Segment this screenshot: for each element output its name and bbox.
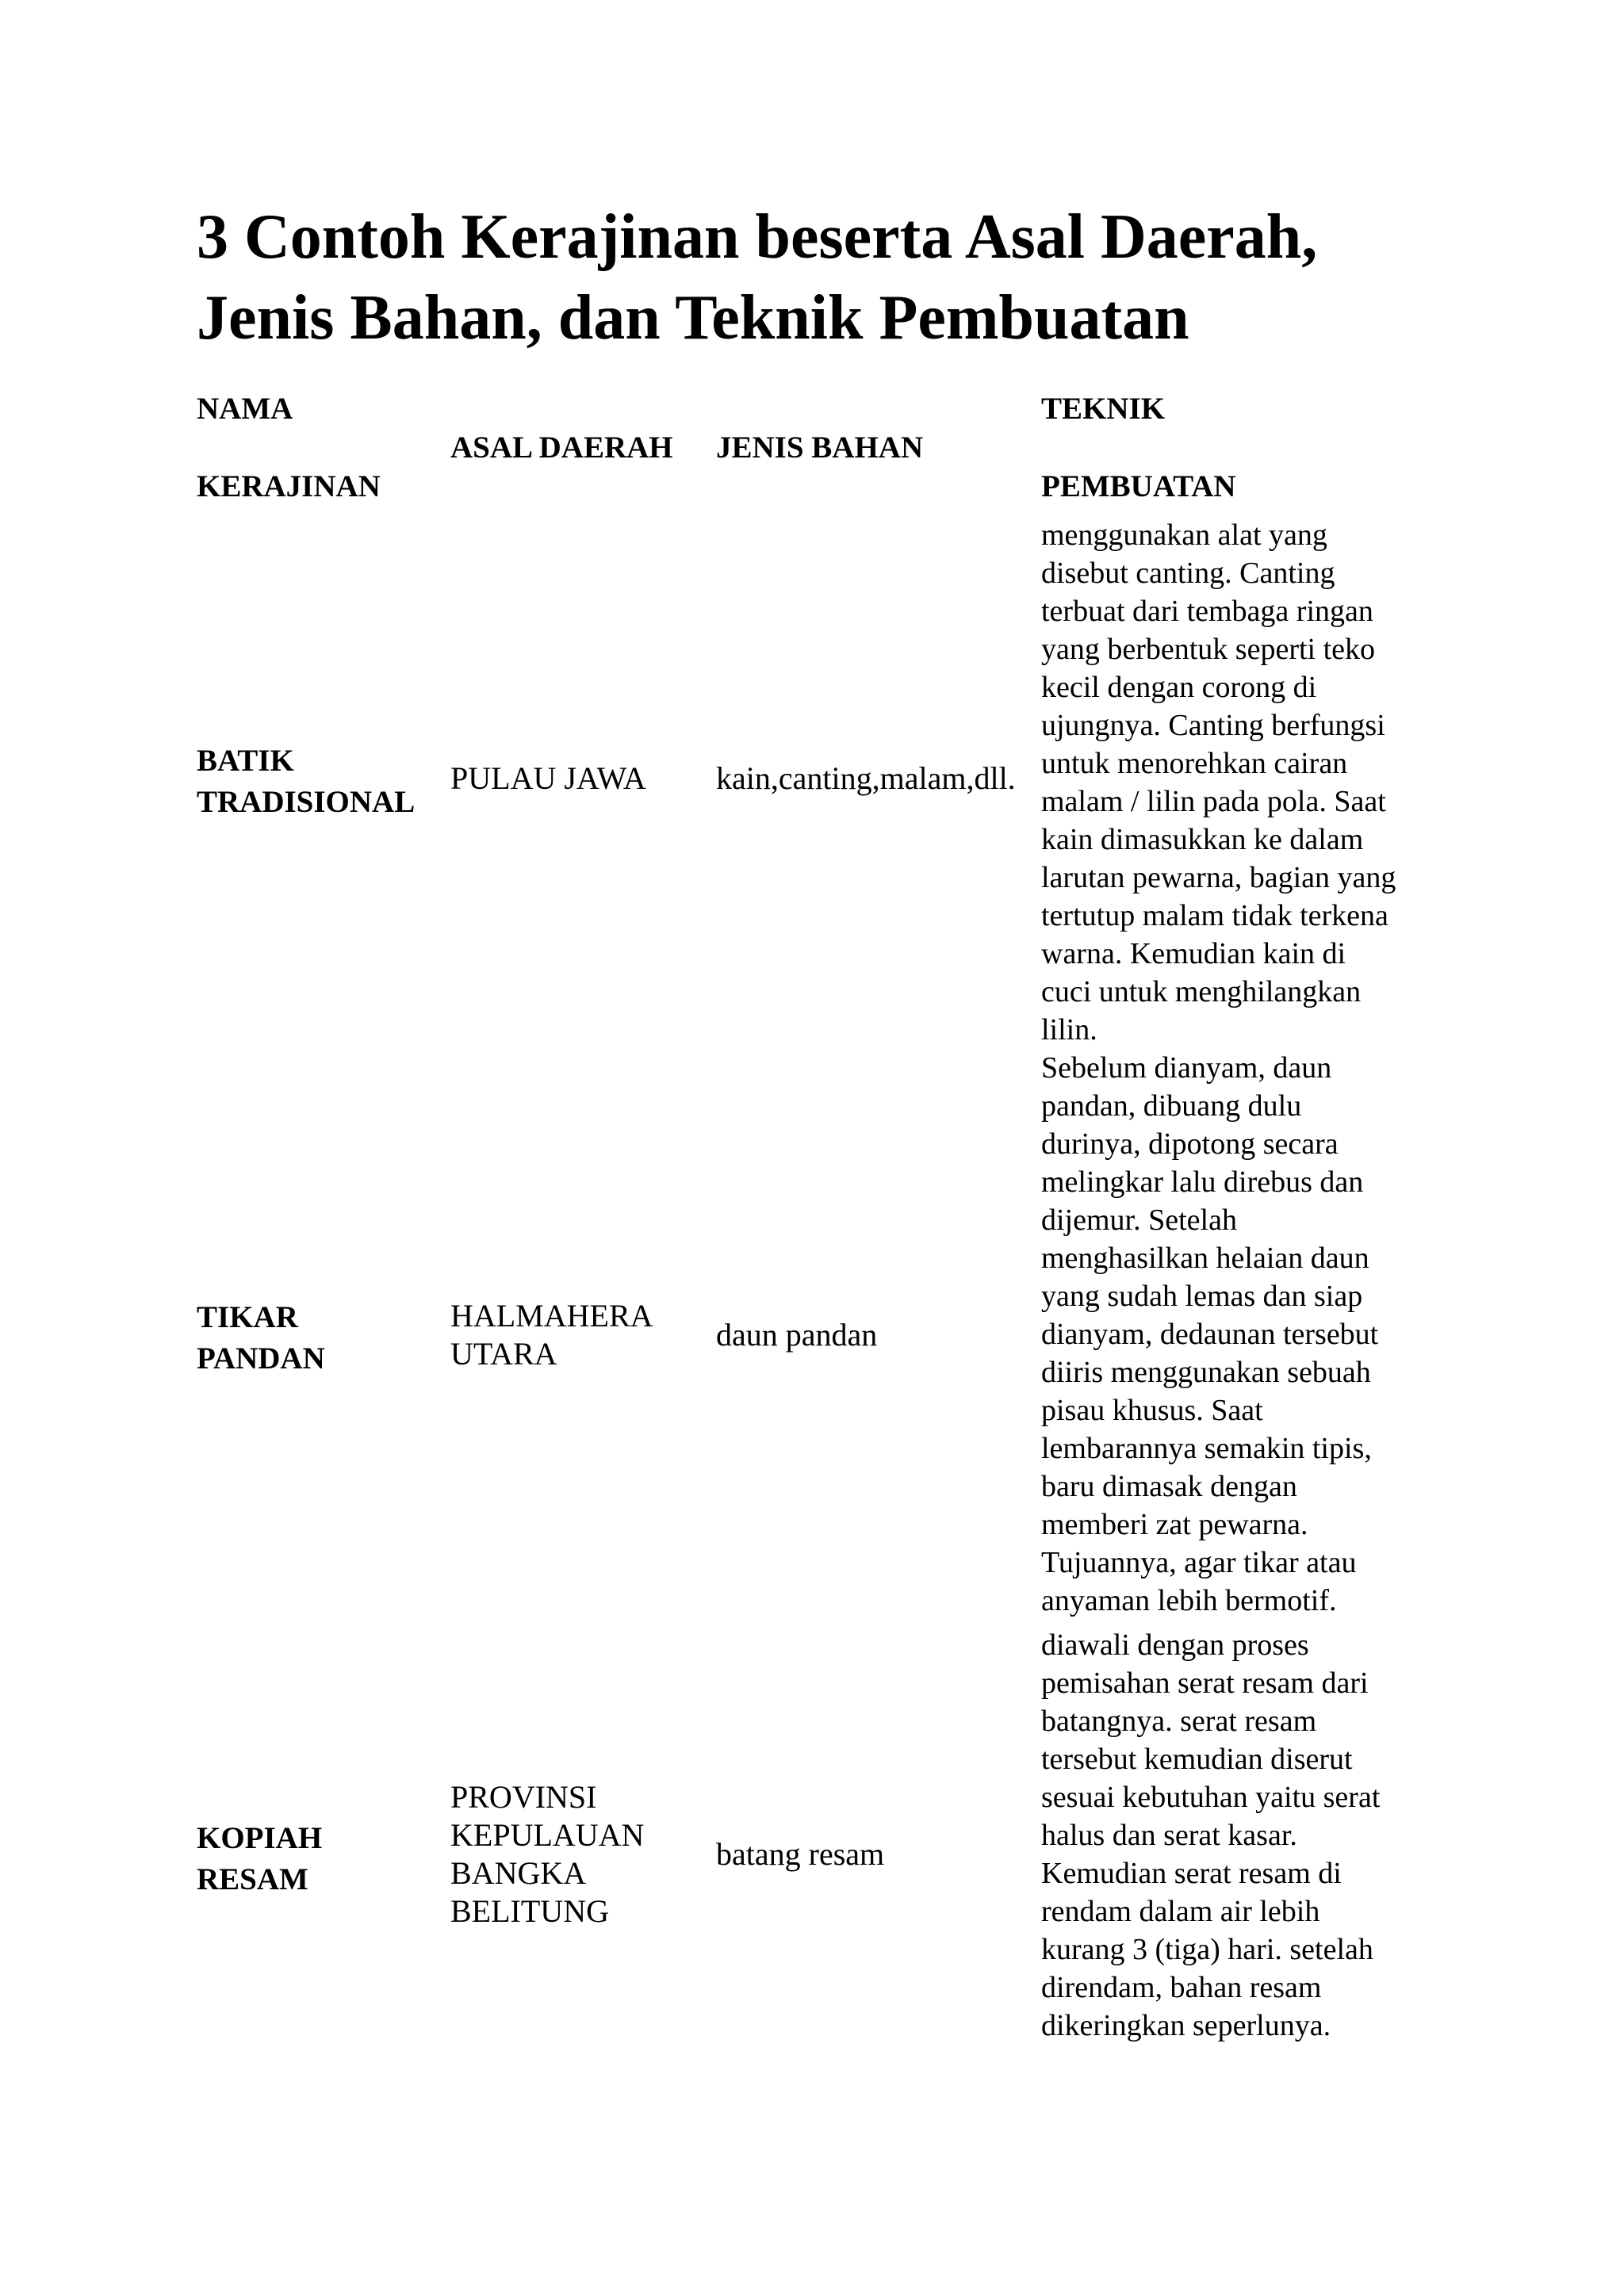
row-name [197, 1818, 442, 1900]
row-origin [450, 1778, 704, 1931]
row-technique-line: pemisahan serat resam dari [1041, 1667, 1369, 1700]
row-origin-line: PROVINSI [450, 1779, 597, 1815]
row-technique-line: pandan, dibuang dulu [1041, 1089, 1302, 1123]
row-origin [450, 1297, 704, 1373]
row-origin-line: UTARA [450, 1336, 557, 1372]
row-origin [450, 760, 704, 798]
row-technique-line: memberi zat pewarna. [1041, 1508, 1308, 1541]
row-technique-line: diiris menggunakan sebuah [1041, 1356, 1371, 1389]
row-technique [1041, 1049, 1485, 1620]
row-technique-line: batangnya. serat resam [1041, 1705, 1317, 1738]
row-technique-line: menggunakan alat yang [1041, 519, 1327, 552]
row-technique-line: cuci untuk menghilangkan [1041, 975, 1362, 1008]
row-origin-line: PULAU JAWA [450, 760, 646, 796]
row-technique-line: terbuat dari tembaga ringan [1041, 595, 1373, 628]
page-title-line-1: 3 Contoh Kerajinan beserta Asal Daerah, [197, 202, 1318, 272]
row-technique-line: disebut canting. Canting [1041, 557, 1335, 590]
row-technique-line: menghasilkan helaian daun [1041, 1242, 1369, 1275]
row-technique-line: baru dimasak dengan [1041, 1470, 1297, 1503]
header-nama-line-1: NAMA [197, 392, 293, 426]
row-technique-line: direndam, bahan resam [1041, 1971, 1322, 2004]
row-name [197, 1297, 442, 1380]
row-name [197, 740, 442, 823]
row-origin-line: BANGKA [450, 1855, 587, 1891]
row-technique-line: rendam dalam air lebih [1041, 1895, 1320, 1928]
header-asal-daerah: ASAL DAERAH [450, 430, 673, 465]
row-name-line: KOPIAH [197, 1821, 323, 1855]
row-technique-line: melingkar lalu direbus dan [1041, 1165, 1364, 1199]
row-technique-line: dikeringkan seperlunya. [1041, 2009, 1331, 2042]
row-technique-line: lembarannya semakin tipis, [1041, 1432, 1372, 1465]
row-origin-line: BELITUNG [450, 1893, 609, 1929]
page-title [197, 197, 1465, 358]
row-material: kain,canting,malam,dll. [716, 760, 1016, 796]
row-technique [1041, 1626, 1485, 2045]
row-technique-line: dianyam, dedaunan tersebut [1041, 1318, 1379, 1351]
row-technique-line: ujungnya. Canting berfungsi [1041, 709, 1385, 742]
row-technique-line: malam / lilin pada pola. Saat [1041, 785, 1386, 818]
row-technique-line: tersebut kemudian diserut [1041, 1743, 1353, 1776]
row-material: daun pandan [716, 1317, 878, 1353]
row-name-line: PANDAN [197, 1341, 325, 1376]
row-technique-line: warna. Kemudian kain di [1041, 937, 1346, 970]
row-technique-line: sesuai kebutuhan yaitu serat [1041, 1781, 1381, 1814]
row-technique-line: Tujuannya, agar tikar atau [1041, 1546, 1357, 1579]
row-technique-line: untuk menorehkan cairan [1041, 747, 1348, 780]
row-name-line: RESAM [197, 1862, 308, 1896]
row-technique-line: Kemudian serat resam di [1041, 1857, 1342, 1890]
row-material: batang resam [716, 1836, 885, 1872]
row-name-line: TIKAR [197, 1300, 298, 1334]
row-technique-line: lilin. [1041, 1013, 1097, 1047]
row-technique-line: Sebelum dianyam, daun [1041, 1051, 1332, 1085]
header-teknik-line-2: PEMBUATAN [1041, 469, 1236, 503]
row-name-line: BATIK [197, 744, 294, 778]
page-title-line-2: Jenis Bahan, dan Teknik Pembuatan [197, 283, 1189, 353]
header-nama-line-2: KERAJINAN [197, 469, 381, 503]
row-technique-line: kecil dengan corong di [1041, 671, 1317, 704]
row-technique-line: anyaman lebih bermotif. [1041, 1584, 1337, 1617]
row-technique-line: tertutup malam tidak terkena [1041, 899, 1388, 932]
row-technique-line: larutan pewarna, bagian yang [1041, 861, 1396, 894]
row-name-line: TRADISIONAL [197, 785, 416, 819]
row-origin-line: HALMAHERA [450, 1298, 653, 1334]
row-technique-line: diawali dengan proses [1041, 1628, 1309, 1662]
header-jenis-bahan: JENIS BAHAN [716, 430, 924, 465]
row-technique-line: yang berbentuk seperti teko [1041, 633, 1376, 666]
row-technique [1041, 516, 1485, 1049]
header-teknik-line-1: TEKNIK [1041, 392, 1166, 426]
row-technique-line: pisau khusus. Saat [1041, 1394, 1263, 1427]
row-origin-line: KEPULAUAN [450, 1817, 645, 1853]
row-technique-line: kurang 3 (tiga) hari. setelah [1041, 1933, 1373, 1966]
row-technique-line: dijemur. Setelah [1041, 1203, 1237, 1237]
row-technique-line: durinya, dipotong secara [1041, 1127, 1339, 1161]
row-technique-line: kain dimasukkan ke dalam [1041, 823, 1364, 856]
row-technique-line: halus dan serat kasar. [1041, 1819, 1297, 1852]
row-technique-line: yang sudah lemas dan siap [1041, 1280, 1363, 1313]
